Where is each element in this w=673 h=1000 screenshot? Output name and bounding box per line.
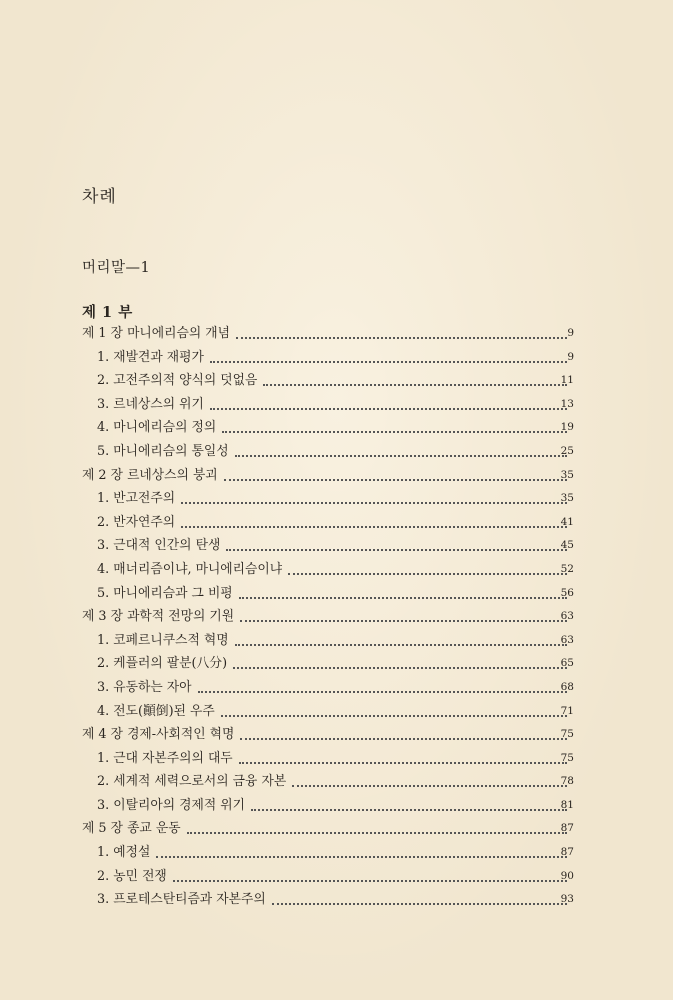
page-number: 87 <box>560 846 574 859</box>
page-number: 11 <box>560 374 574 387</box>
dot-leader <box>240 736 567 740</box>
toc-chapter-entry <box>0 723 673 747</box>
page-number: 71 <box>560 704 574 717</box>
toc-section-entry <box>0 676 673 700</box>
part-heading: 제 1 부 <box>82 304 133 321</box>
dot-leader <box>210 359 567 363</box>
toc-section-entry <box>0 700 673 724</box>
toc-section-entry <box>0 794 673 818</box>
entry-label: 5. 마니에리슴의 통일성 <box>97 443 229 459</box>
toc-section-entry <box>0 582 673 606</box>
dot-leader <box>233 665 567 669</box>
dot-leader <box>272 901 567 905</box>
entry-label: 1. 코페르니쿠스적 혁명 <box>97 632 229 648</box>
dot-leader <box>181 500 567 504</box>
dot-leader <box>224 477 567 481</box>
page-number: 35 <box>560 468 574 481</box>
dot-leader <box>187 830 567 834</box>
dot-leader <box>222 429 567 433</box>
page-number: 52 <box>560 562 574 575</box>
toc-section-entry <box>0 440 673 464</box>
toc-chapter-entry <box>0 464 673 488</box>
page-number: 81 <box>560 798 574 811</box>
toc-section-entry <box>0 652 673 676</box>
page-number: 78 <box>560 775 574 788</box>
dot-leader <box>156 854 567 858</box>
dot-leader <box>239 760 567 764</box>
page-number: 63 <box>560 610 574 623</box>
entry-label: 4. 전도(顚倒)된 우주 <box>97 703 215 719</box>
dot-leader <box>181 524 567 528</box>
entry-label: 2. 고전주의적 양식의 덧없음 <box>97 373 258 389</box>
toc-section-entry <box>0 416 673 440</box>
entry-label: 2. 케플러의 팔분(八分) <box>97 656 228 672</box>
dot-leader <box>292 783 567 787</box>
page-number: 25 <box>560 444 574 457</box>
toc-title: 차례 <box>82 187 117 207</box>
toc-chapter-entry <box>0 605 673 629</box>
page-number: 75 <box>560 728 574 741</box>
page-number: 13 <box>560 397 574 410</box>
entry-label: 제 3 장 과학적 전망의 기원 <box>82 609 235 625</box>
entry-label: 3. 르네상스의 위기 <box>97 396 204 412</box>
dot-leader <box>173 878 567 882</box>
toc-section-entry <box>0 629 673 653</box>
entry-label: 3. 프로테스탄티즘과 자본주의 <box>97 892 266 908</box>
entry-label: 1. 근대 자본주의의 대두 <box>97 750 233 766</box>
toc-section-entry <box>0 487 673 511</box>
entry-label: 2. 세계적 세력으로서의 금융 자본 <box>97 774 287 790</box>
dot-leader <box>235 453 567 457</box>
page-number: 75 <box>560 751 574 764</box>
page-number: 9 <box>567 350 574 363</box>
dot-leader <box>221 713 567 717</box>
page-number: 45 <box>560 539 574 552</box>
dot-leader <box>210 406 567 410</box>
entry-label: 제 1 장 마니에리슴의 개념 <box>82 326 231 341</box>
entry-label: 2. 농민 전쟁 <box>97 868 167 884</box>
dot-leader <box>226 547 567 551</box>
page-number: 87 <box>560 822 574 835</box>
dot-leader <box>263 382 567 386</box>
entry-label: 3. 이탈리아의 경제적 위기 <box>97 797 246 813</box>
page-number: 56 <box>560 586 574 599</box>
dot-leader <box>240 618 567 622</box>
toc-section-entry <box>0 865 673 889</box>
toc-section-entry <box>0 888 673 912</box>
page-number: 63 <box>560 633 574 646</box>
page-number: 41 <box>560 515 574 528</box>
page-number: 65 <box>560 657 574 670</box>
toc-section-entry <box>0 841 673 865</box>
page-number: 90 <box>560 869 574 882</box>
entry-label: 2. 반자연주의 <box>97 514 176 530</box>
page-number: 35 <box>560 492 574 505</box>
entry-label: 5. 마니에리슴과 그 비평 <box>97 585 233 601</box>
toc-section-entry <box>0 558 673 582</box>
entry-label: 제 2 장 르네상스의 붕괴 <box>82 467 218 483</box>
dot-leader <box>251 807 567 811</box>
toc-section-entry <box>0 770 673 794</box>
entry-label: 4. 매너리즘이냐, 마니에리슴이냐 <box>97 561 283 577</box>
entry-label: 제 5 장 종교 운동 <box>82 821 181 837</box>
dot-leader <box>198 689 567 693</box>
entry-label: 3. 근대적 인간의 탄생 <box>97 538 221 554</box>
toc-section-entry <box>0 511 673 535</box>
dot-leader <box>235 642 567 646</box>
toc-section-entry <box>0 346 673 370</box>
dot-leader <box>288 571 567 575</box>
dot-leader <box>239 595 567 599</box>
entry-label: 1. 재발견과 재평가 <box>97 349 204 365</box>
preface-entry: 머리말—1 <box>82 260 151 276</box>
toc-chapter-entry <box>0 322 673 346</box>
toc-section-entry <box>0 369 673 393</box>
page-number: 9 <box>567 327 574 339</box>
entry-label: 제 4 장 경제-사회적인 혁명 <box>82 727 235 743</box>
dot-leader <box>236 335 567 339</box>
page-number: 68 <box>560 680 574 693</box>
entry-label: 3. 유동하는 자아 <box>97 679 192 695</box>
entry-label: 1. 반고전주의 <box>97 491 176 507</box>
toc-section-entry <box>0 393 673 417</box>
page-number: 93 <box>560 893 574 906</box>
toc-chapter-entry <box>0 817 673 841</box>
toc-list <box>0 322 673 912</box>
toc-section-entry <box>0 534 673 558</box>
toc-section-entry <box>0 747 673 771</box>
entry-label: 1. 예정설 <box>97 845 151 861</box>
entry-label: 4. 마니에리슴의 정의 <box>97 420 217 436</box>
page-number: 19 <box>560 421 574 434</box>
